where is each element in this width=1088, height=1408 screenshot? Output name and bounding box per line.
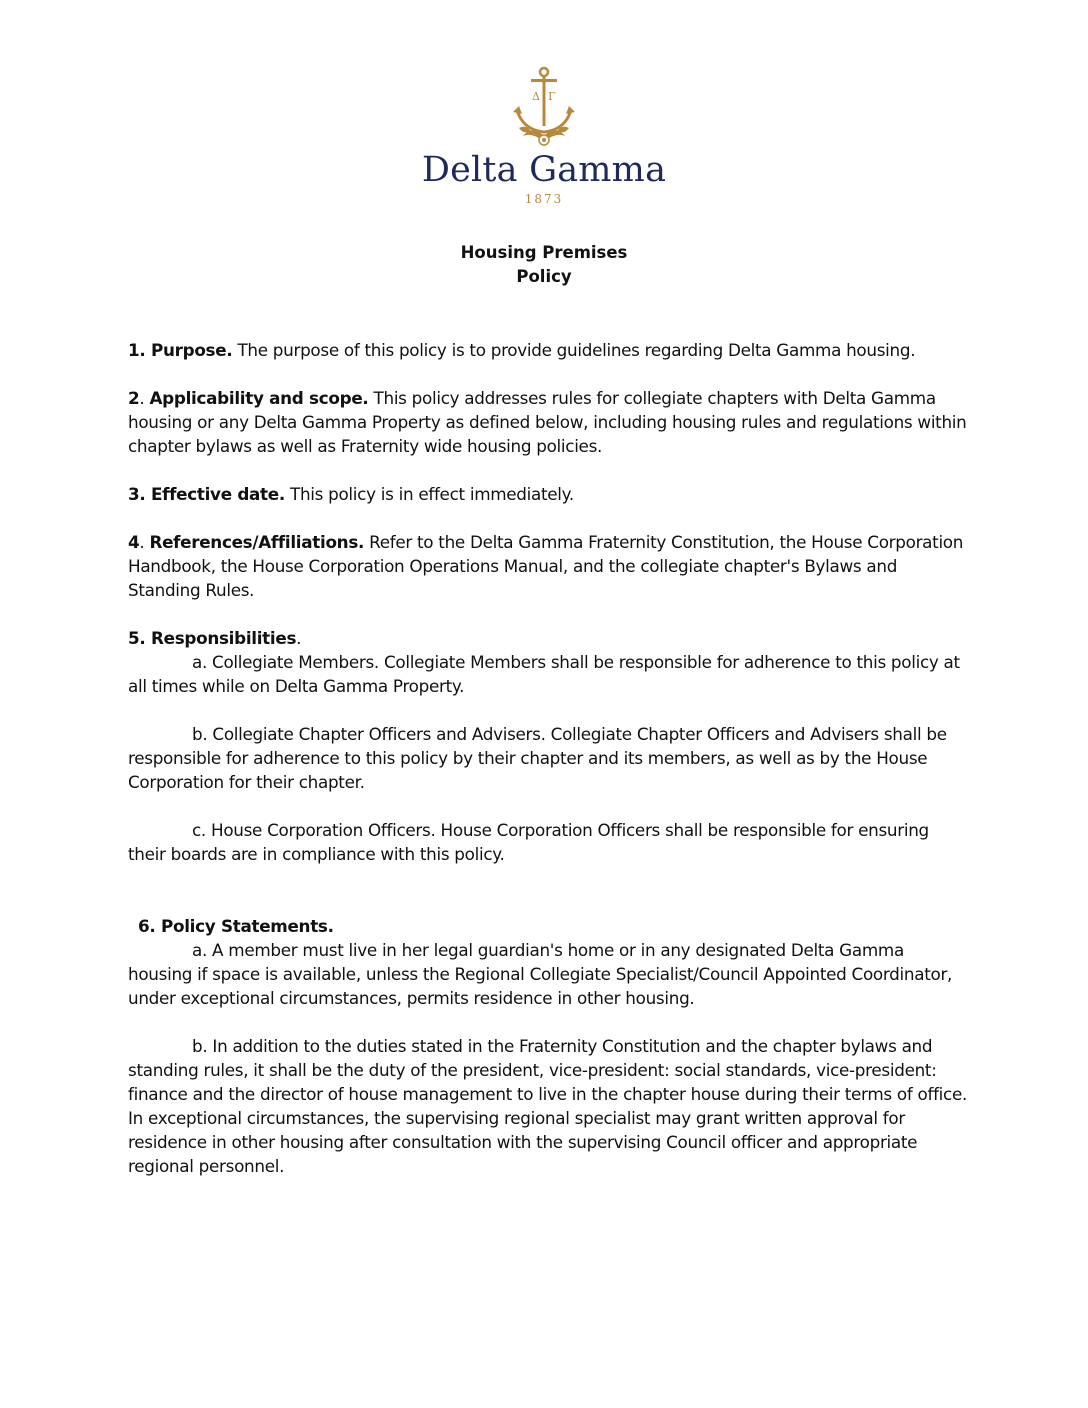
- section-heading: 6. Policy Statements.: [138, 916, 334, 936]
- section-heading: 3. Effective date.: [128, 484, 285, 504]
- policy-statement: [64, 1034, 968, 1178]
- item-label: b. Collegiate Chapter Officers and Advisers.: [192, 724, 546, 744]
- item-label: c. House Corporation Officers.: [192, 820, 436, 840]
- title-line-2: Policy: [516, 267, 572, 286]
- responsibility-item: [64, 650, 968, 698]
- item-text: Collegiate Chapter Officers and Advisers shall be responsible for adherence to this policy by their chapter and its members, as well as by the House Corporation for their chapter.: [128, 724, 947, 792]
- document-body: [128, 338, 968, 1178]
- section-effective-date: [128, 482, 968, 506]
- section-heading: References/Affiliations.: [149, 532, 365, 552]
- section-purpose: [128, 338, 968, 362]
- statement-text: b. In addition to the duties stated in the Fraternity Constitution and the chapter bylaws and standing rules, it shall be the duty of the president, vice-president: social standards, vice-president: finance and the director of house management to live in the chapter house during their terms of office. In exceptional circumstances, the supervising regional specialist may grant written approval for residence in other housing after consultation with the supervising Council officer and appropriate regional personnel.: [128, 1036, 968, 1176]
- section-text: The purpose of this policy is to provide guidelines regarding Delta Gamma housing.: [232, 340, 916, 360]
- logo-greek-gamma: Γ: [548, 90, 556, 103]
- section-scope: 2. Applicability and scope. This policy addresses rules for collegiate chapters with Delta Gamma housing or any Delta Gamma Property as defined below, including housing rules and regulations within chapter bylaws as well as Fraternity wide housing policies.: [128, 388, 967, 456]
- responsibility-item: [64, 722, 968, 794]
- policy-statement: [64, 938, 968, 1010]
- statement-text: a. A member must live in her legal guardian's home or in any designated Delta Gamma housing if space is available, unless the Regional Collegiate Specialist/Council Appointed Coordinator, under exceptional circumstances, permits residence in other housing.: [128, 940, 953, 1008]
- section-text: Refer to the Delta Gamma Fraternity Constitution, the House Corporation Handbook, the House Corporation Operations Manual, and the collegiate chapter's Bylaws and Standing Rules.: [128, 532, 964, 600]
- logo-year: 1873: [524, 192, 564, 206]
- title-line-1: Housing Premises: [460, 243, 628, 262]
- section-heading: Applicability and scope.: [149, 388, 369, 408]
- section-number: 2: [128, 388, 140, 408]
- section-heading: 1. Purpose.: [128, 340, 233, 360]
- section-references: 4. References/Affiliations. Refer to the Delta Gamma Fraternity Constitution, the House Corporation Handbook, the House Corporation Operations Manual, and the collegiate chapter's Bylaws and Standing Rules.: [128, 532, 964, 600]
- section-number: 4: [128, 532, 140, 552]
- anchor-icon: [509, 66, 579, 150]
- item-text: Collegiate Members shall be responsible for adherence to this policy at all times while on Delta Gamma Property.: [128, 652, 960, 696]
- document-title: [0, 241, 1088, 289]
- section-text: This policy is in effect immediately.: [284, 484, 574, 504]
- delta-gamma-logo: [0, 66, 1088, 206]
- section-heading: 5. Responsibilities: [128, 628, 297, 648]
- responsibility-item: [64, 818, 968, 866]
- logo-wordmark: Delta Gamma: [421, 150, 667, 190]
- item-text: House Corporation Officers shall be responsible for ensuring their boards are in compliance with this policy.: [128, 820, 929, 864]
- section-statements-heading: [128, 914, 968, 938]
- section-text: This policy addresses rules for collegiate chapters with Delta Gamma housing or any Delta Gamma Property as defined below, including housing rules and regulations within chapter bylaws as well as Fraternity wide housing policies.: [128, 388, 967, 456]
- logo-greek-delta: Δ: [532, 90, 540, 103]
- section-responsibilities-heading: 5. Responsibilities.: [128, 628, 302, 648]
- item-label: a. Collegiate Members.: [192, 652, 379, 672]
